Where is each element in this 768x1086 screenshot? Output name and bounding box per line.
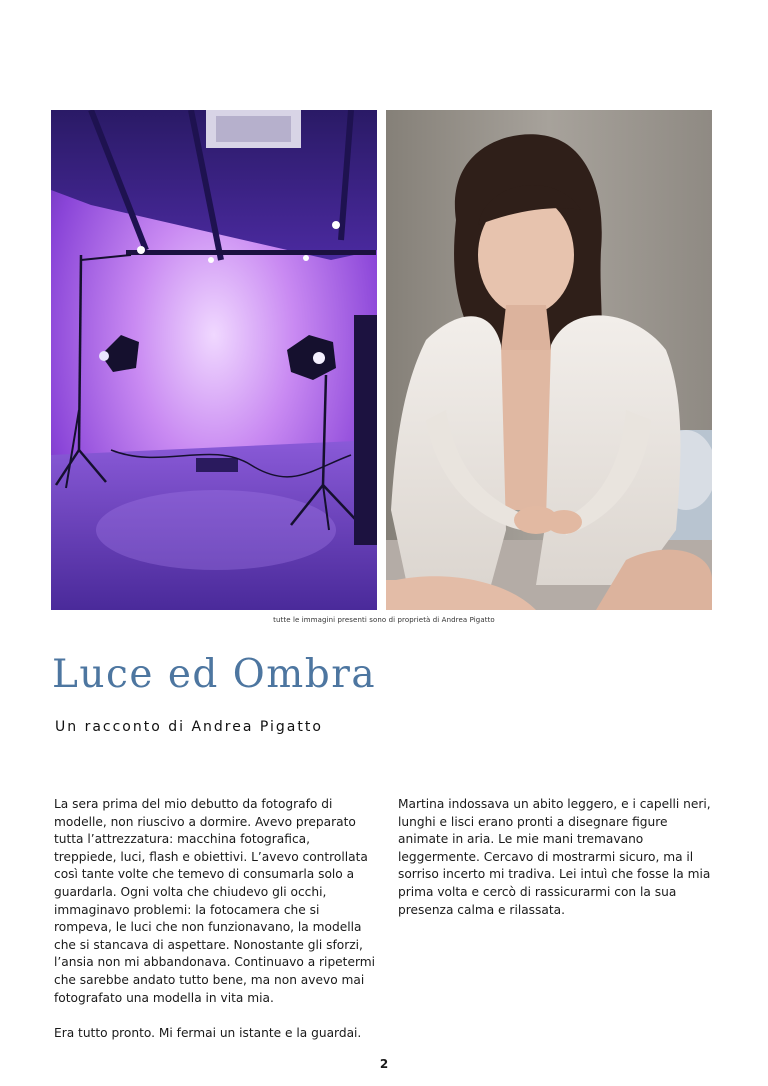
page-number: 2 <box>379 1057 389 1071</box>
studio-photo <box>51 110 377 610</box>
page-title: Luce ed Ombra <box>52 652 377 697</box>
text-column-left <box>54 796 376 1060</box>
paragraph: Era tutto pronto. Mi fermai un istante e la guardai. <box>54 1025 362 1040</box>
text-column-right <box>398 796 720 937</box>
model-portrait-photo <box>386 110 712 610</box>
paragraph: La sera prima del mio debutto da fotografo di modelle, non riuscivo a dormire. Avevo preparato tutta l’attrezzatura: macchina fotografica, treppiede, luci, flash e obiettivi. L’avevo controllata così tante volte che temevo di consumarla solo a guardarla. Ogni volta che chiudevo gli occhi, immaginavo problemi: la fotocamera che si rompeva, le luci che non funzionavano, la modella che si stancava di aspettare. Nonostante gli sforzi, l’ansia non mi abbandonava. Continuavo a ripetermi che sarebbe andato tutto bene, ma non avevo mai fotografato una modella in vita mia. <box>54 797 376 1005</box>
page-subtitle: Un racconto di Andrea Pigatto <box>55 719 323 735</box>
paragraph: Martina indossava un abito leggero, e i capelli neri, lunghi e lisci erano pronti a disegnare figure animate in aria. Le mie mani tremavano leggermente. Cercavo di mostrarmi sicuro, ma il sorriso incerto mi tradiva. Lei intuì che fosse la mia prima volta e cercò di rassicurarmi con la sua presenza calma e rilassata. <box>398 797 711 917</box>
image-credit-caption: tutte le immagini presenti sono di proprietà di Andrea Pigatto <box>273 616 495 624</box>
